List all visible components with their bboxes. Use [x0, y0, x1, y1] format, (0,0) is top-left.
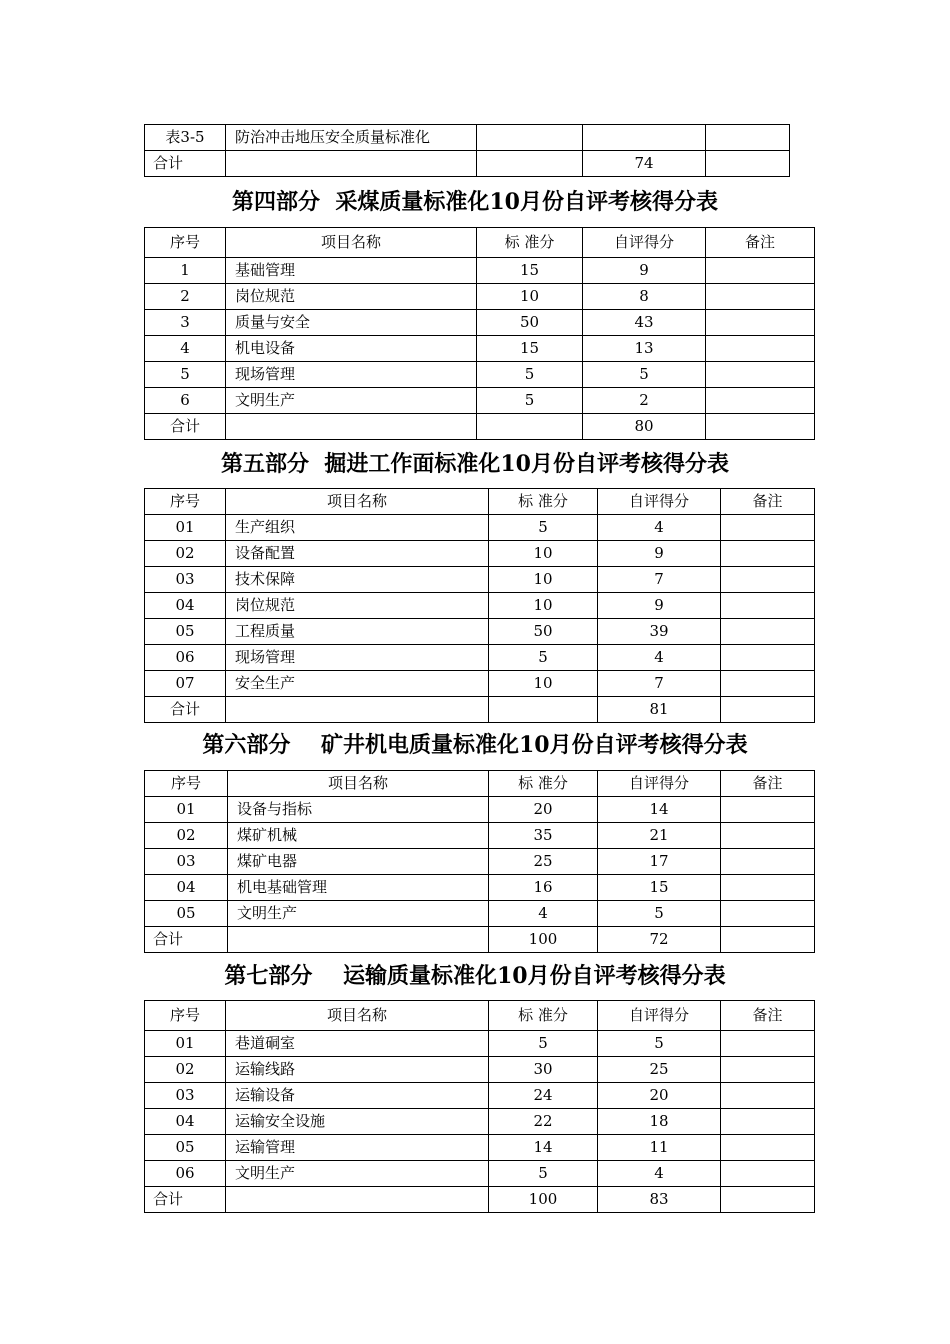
score-cell: 43	[583, 310, 706, 336]
header-row	[145, 771, 815, 797]
table-part5	[144, 488, 815, 723]
header-note: 备注	[721, 1001, 815, 1031]
total-label: 合计	[145, 697, 226, 723]
header-seq: 序号	[145, 771, 228, 797]
score-cell: 83	[598, 1187, 721, 1213]
name-cell: 机电设备	[226, 336, 477, 362]
standard-cell: 5	[489, 1031, 598, 1057]
table-row	[145, 1161, 815, 1187]
section-title-part7: 第七部分 运输质量标准化10月份自评考核得分表	[224, 963, 726, 989]
score-cell: 39	[598, 619, 721, 645]
seq-cell: 04	[145, 593, 226, 619]
note-cell	[721, 645, 815, 671]
note-cell	[721, 823, 815, 849]
name-cell: 现场管理	[226, 362, 477, 388]
seq-cell: 5	[145, 362, 226, 388]
note-cell	[721, 593, 815, 619]
seq-cell: 表3-5	[145, 125, 226, 151]
score-cell: 17	[598, 849, 721, 875]
table-row	[145, 671, 815, 697]
table-row	[145, 336, 815, 362]
name-cell: 巷道硐室	[226, 1031, 489, 1057]
score-cell: 4	[598, 645, 721, 671]
total-row	[145, 697, 815, 723]
header-score: 自评得分	[598, 489, 721, 515]
score-cell: 4	[598, 515, 721, 541]
header-seq: 序号	[145, 1001, 226, 1031]
note-cell	[721, 567, 815, 593]
header-seq: 序号	[145, 489, 226, 515]
seq-cell: 02	[145, 823, 228, 849]
total-label: 合计	[145, 151, 226, 177]
standard-cell: 24	[489, 1083, 598, 1109]
standard-cell	[489, 697, 598, 723]
name-cell: 运输线路	[226, 1057, 489, 1083]
header-score: 自评得分	[583, 228, 706, 258]
standard-cell: 15	[477, 336, 583, 362]
table-row	[145, 797, 815, 823]
seq-cell: 04	[145, 875, 228, 901]
seq-cell: 01	[145, 515, 226, 541]
table-row	[145, 515, 815, 541]
standard-cell: 5	[489, 645, 598, 671]
header-standard: 标 准分	[489, 771, 598, 797]
name-cell: 运输设备	[226, 1083, 489, 1109]
note-cell	[706, 258, 815, 284]
total-row	[145, 151, 790, 177]
score-cell	[583, 125, 706, 151]
note-cell	[706, 310, 815, 336]
standard-cell: 22	[489, 1109, 598, 1135]
seq-cell: 02	[145, 541, 226, 567]
top-table	[144, 124, 790, 177]
seq-cell: 05	[145, 1135, 226, 1161]
seq-cell: 01	[145, 1031, 226, 1057]
name-cell: 运输安全设施	[226, 1109, 489, 1135]
score-cell: 4	[598, 1161, 721, 1187]
header-seq: 序号	[145, 228, 226, 258]
score-cell: 9	[598, 541, 721, 567]
score-cell: 21	[598, 823, 721, 849]
seq-cell: 3	[145, 310, 226, 336]
header-note: 备注	[721, 489, 815, 515]
table-row	[145, 284, 815, 310]
table-row	[145, 619, 815, 645]
score-cell: 5	[598, 901, 721, 927]
name-cell: 文明生产	[228, 901, 489, 927]
note-cell	[721, 849, 815, 875]
name-cell: 运输管理	[226, 1135, 489, 1161]
name-cell: 防治冲击地压安全质量标准化	[226, 125, 477, 151]
table-row	[145, 645, 815, 671]
standard-cell: 10	[489, 567, 598, 593]
header-row	[145, 228, 815, 258]
table-row	[145, 875, 815, 901]
standard-cell	[477, 414, 583, 440]
header-score: 自评得分	[598, 1001, 721, 1031]
header-score: 自评得分	[598, 771, 721, 797]
score-cell: 74	[583, 151, 706, 177]
section-title-part5: 第五部分 掘进工作面标准化10月份自评考核得分表	[221, 451, 729, 477]
seq-cell: 6	[145, 388, 226, 414]
table-row	[145, 1083, 815, 1109]
note-cell	[721, 1031, 815, 1057]
header-standard: 标 准分	[489, 489, 598, 515]
note-cell	[706, 388, 815, 414]
name-cell: 技术保障	[226, 567, 489, 593]
seq-cell: 06	[145, 1161, 226, 1187]
name-cell	[226, 1187, 489, 1213]
total-row	[145, 927, 815, 953]
standard-cell: 20	[489, 797, 598, 823]
note-cell	[706, 362, 815, 388]
note-cell	[706, 336, 815, 362]
table-part4	[144, 227, 815, 440]
score-cell: 8	[583, 284, 706, 310]
standard-cell	[477, 125, 583, 151]
name-cell: 设备配置	[226, 541, 489, 567]
name-cell	[226, 697, 489, 723]
score-cell: 15	[598, 875, 721, 901]
section-title-part6: 第六部分 矿井机电质量标准化10月份自评考核得分表	[202, 732, 748, 758]
name-cell: 现场管理	[226, 645, 489, 671]
standard-cell: 5	[477, 362, 583, 388]
name-cell	[226, 151, 477, 177]
seq-cell: 07	[145, 671, 226, 697]
seq-cell: 05	[145, 901, 228, 927]
header-name: 项目名称	[226, 1001, 489, 1031]
name-cell: 煤矿机械	[228, 823, 489, 849]
header-standard: 标 准分	[477, 228, 583, 258]
table-row	[145, 258, 815, 284]
score-cell: 5	[598, 1031, 721, 1057]
note-cell	[721, 697, 815, 723]
standard-cell: 10	[489, 593, 598, 619]
score-cell: 9	[598, 593, 721, 619]
note-cell	[706, 151, 790, 177]
name-cell: 岗位规范	[226, 593, 489, 619]
table-row	[145, 849, 815, 875]
note-cell	[721, 1187, 815, 1213]
standard-cell: 100	[489, 1187, 598, 1213]
table-row	[145, 362, 815, 388]
table-row	[145, 310, 815, 336]
standard-cell: 15	[477, 258, 583, 284]
table-row	[145, 901, 815, 927]
note-cell	[721, 1057, 815, 1083]
standard-cell: 4	[489, 901, 598, 927]
score-cell: 5	[583, 362, 706, 388]
standard-cell	[477, 151, 583, 177]
table-row	[145, 1057, 815, 1083]
standard-cell: 16	[489, 875, 598, 901]
name-cell	[228, 927, 489, 953]
table-row	[145, 567, 815, 593]
header-note: 备注	[721, 771, 815, 797]
standard-cell: 10	[477, 284, 583, 310]
seq-cell: 1	[145, 258, 226, 284]
score-cell: 14	[598, 797, 721, 823]
total-label: 合计	[145, 927, 228, 953]
standard-cell: 30	[489, 1057, 598, 1083]
score-cell: 18	[598, 1109, 721, 1135]
table-row	[145, 388, 815, 414]
name-cell: 岗位规范	[226, 284, 477, 310]
note-cell	[721, 1109, 815, 1135]
table-row	[145, 125, 790, 151]
header-row	[145, 1001, 815, 1031]
name-cell: 文明生产	[226, 1161, 489, 1187]
name-cell: 质量与安全	[226, 310, 477, 336]
section-title-part4: 第四部分 采煤质量标准化10月份自评考核得分表	[232, 189, 718, 215]
note-cell	[706, 125, 790, 151]
header-standard: 标 准分	[489, 1001, 598, 1031]
standard-cell: 50	[489, 619, 598, 645]
note-cell	[721, 619, 815, 645]
seq-cell: 03	[145, 849, 228, 875]
note-cell	[721, 671, 815, 697]
table-row	[145, 823, 815, 849]
table-part6	[144, 770, 815, 953]
seq-cell: 06	[145, 645, 226, 671]
seq-cell: 02	[145, 1057, 226, 1083]
name-cell: 生产组织	[226, 515, 489, 541]
seq-cell: 03	[145, 567, 226, 593]
note-cell	[721, 875, 815, 901]
note-cell	[721, 541, 815, 567]
score-cell: 11	[598, 1135, 721, 1161]
seq-cell: 04	[145, 1109, 226, 1135]
note-cell	[721, 927, 815, 953]
score-cell: 9	[583, 258, 706, 284]
name-cell: 基础管理	[226, 258, 477, 284]
score-cell: 2	[583, 388, 706, 414]
header-row	[145, 489, 815, 515]
note-cell	[706, 284, 815, 310]
table-row	[145, 1031, 815, 1057]
total-label: 合计	[145, 1187, 226, 1213]
table-row	[145, 1109, 815, 1135]
name-cell	[226, 414, 477, 440]
note-cell	[706, 414, 815, 440]
name-cell: 工程质量	[226, 619, 489, 645]
name-cell: 机电基础管理	[228, 875, 489, 901]
name-cell: 安全生产	[226, 671, 489, 697]
seq-cell: 01	[145, 797, 228, 823]
standard-cell: 25	[489, 849, 598, 875]
score-cell: 81	[598, 697, 721, 723]
name-cell: 煤矿电器	[228, 849, 489, 875]
standard-cell: 100	[489, 927, 598, 953]
score-cell: 72	[598, 927, 721, 953]
total-label: 合计	[145, 414, 226, 440]
header-name: 项目名称	[226, 489, 489, 515]
standard-cell: 5	[477, 388, 583, 414]
name-cell: 文明生产	[226, 388, 477, 414]
table-row	[145, 593, 815, 619]
note-cell	[721, 515, 815, 541]
seq-cell: 05	[145, 619, 226, 645]
standard-cell: 14	[489, 1135, 598, 1161]
standard-cell: 35	[489, 823, 598, 849]
standard-cell: 10	[489, 671, 598, 697]
header-note: 备注	[706, 228, 815, 258]
note-cell	[721, 901, 815, 927]
score-cell: 13	[583, 336, 706, 362]
standard-cell: 5	[489, 1161, 598, 1187]
note-cell	[721, 1083, 815, 1109]
note-cell	[721, 1161, 815, 1187]
header-name: 项目名称	[226, 228, 477, 258]
total-row	[145, 1187, 815, 1213]
standard-cell: 50	[477, 310, 583, 336]
table-row	[145, 541, 815, 567]
standard-cell: 10	[489, 541, 598, 567]
note-cell	[721, 1135, 815, 1161]
score-cell: 20	[598, 1083, 721, 1109]
note-cell	[721, 797, 815, 823]
table-row	[145, 1135, 815, 1161]
header-name: 项目名称	[228, 771, 489, 797]
seq-cell: 4	[145, 336, 226, 362]
standard-cell: 5	[489, 515, 598, 541]
score-cell: 80	[583, 414, 706, 440]
score-cell: 7	[598, 671, 721, 697]
seq-cell: 2	[145, 284, 226, 310]
seq-cell: 03	[145, 1083, 226, 1109]
name-cell: 设备与指标	[228, 797, 489, 823]
score-cell: 7	[598, 567, 721, 593]
total-row	[145, 414, 815, 440]
table-part7	[144, 1000, 815, 1213]
score-cell: 25	[598, 1057, 721, 1083]
